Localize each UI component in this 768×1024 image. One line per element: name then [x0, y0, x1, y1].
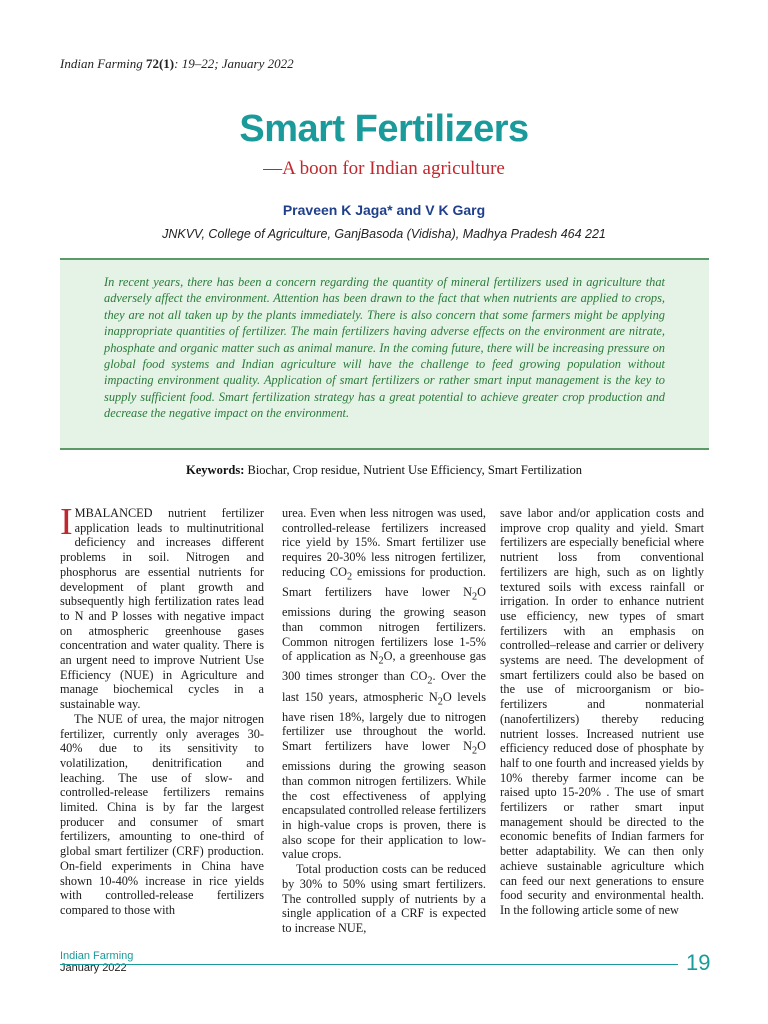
subscript: 2 — [347, 571, 353, 583]
body-text: . Over the last 150 years, atmospheric N — [282, 669, 486, 704]
citation-line — [60, 56, 294, 72]
body-column-1 — [60, 501, 264, 918]
keywords-text: Biochar, Crop residue, Nutrient Use Efficiency, Smart Fertilization — [244, 463, 582, 477]
body-text: O emissions during the growing season than common nitrogen fertilizers. While the cost effectiveness of applying encapsulated controlled release fertilizers in high-value crops is proven, there is also scope for their application to low-value crops. — [282, 739, 486, 862]
body-text: MBALANCED nutrient fertilizer application leads to multinutritional deficiency and increases different problems in soil. Nitrogen and phosphorus are essential nutrients for development of plant growth and subsequently high fertilization rates lead to N and P losses with negative impact on atmospheric greenhouse gases concentration and water quality. There is an urgent need to improve Nutrient Use Efficiency (NUE) in Agriculture and manage biochemical cycles in a sustainable way. — [60, 506, 264, 712]
subscript: 2 — [378, 655, 384, 667]
citation-volume: 72 — [145, 56, 159, 71]
subscript: 2 — [427, 675, 433, 687]
abstract-box — [60, 258, 709, 450]
article-authors: Praveen K Jaga* and V K Garg — [282, 202, 486, 218]
page-number: 19 — [686, 950, 711, 975]
body-text: urea. Even when less nitrogen was used, controlled-release fertilizers increased rice yield by 15%. Smart fertilizer use requires 20-30% less nitrogen fertilizer, reducing CO — [282, 506, 486, 579]
body-text: emissions for production. Smart fertilizers have lower N — [282, 564, 486, 599]
body-paragraph: Total production costs can be reduced by 30% to 50% using smart fertilizers. The controlled supply of nutrients by a single application of a CRF is expected to increase NUE, — [282, 862, 486, 935]
body-paragraph: The NUE of urea, the major nitrogen fertilizer, currently only averages 30-40% due to its sensitivity to volatilization, denitrification and leaching. The use of slow- and controlled-release fertilizers remains limited. China is by far the largest producer and consumer of smart fertilizers, amounting to one-third of global smart fertilizer (CRF) production. On-field experiments in China have shown 10-40% increase in rice yields with controlled-release fertilizers compared to those with — [60, 711, 264, 917]
body-paragraph: save labor and/or application costs and improve crop quality and yield. Smart fertilizers are especially beneficial where nutrient loss from conventional fertilizers are high, such as on lightly textured soils with excess rainfall or irrigation. In order to enhance nutrient use efficiency, new types of smart fertilizers with an emphasis on controlled–release and carrier or delivery systems are need. The development of smart fertilizers could also be based on the use of microorganism or bio-fertilizers and nonmaterial (nanofertilizers) thereby reducing nutrient losses. Increased nutrient use efficiency reduced dose of phosphate by half to one fourth and increased yields by 10% thereby farmer income can be raised upto 15-20% . The use of smart fertilizers or rather smart input management should be directed to the economic benefits of Indian farmers for better adaptability. We can then only achieve sustainable agriculture which can feed our next generations to ensure food security and environmental health. In the following article some of new — [500, 506, 704, 917]
article-subtitle: —A boon for Indian agriculture — [263, 158, 505, 179]
article-title: Smart Fertilizers — [239, 108, 529, 150]
author-affiliation: JNKVV, College of Agriculture, GanjBasoda (Vidisha), Madhya Pradesh 464 221 — [162, 227, 606, 241]
subscript: 2 — [471, 591, 478, 603]
drop-cap: I — [60, 501, 73, 543]
footer-info — [60, 950, 133, 974]
citation-issue: (1) — [158, 56, 175, 71]
body-paragraph — [60, 501, 264, 712]
keywords-line — [0, 463, 768, 478]
body-text: O levels have risen 18%, largely due to nitrogen fertilizer use throughout the world. Smart fertilizers have lower N — [282, 689, 486, 754]
abstract-text: In recent years, there has been a concern regarding the quantity of mineral fertilizers used in agriculture that adversely affect the environment. Attention has been drawn to the fact that when nutrients are applied to crops, they are not all taken up by the plants immediately. There is also concern that some farmers might be applying inappropriate quantities of fertilizer. The main fertilizers having adverse effects on the environment are nitrate, phosphate and organic matter such as animal manure. In the coming future, there will be increasing pressure on global food systems and Indian agriculture will have the challenge to feed growing population without impacting environment quality. Application of smart fertilizers or rather smart input management is the key to supply sufficient food. Smart fertilization strategy has a great potential to achieve greater crop production and decrease the negative impact on the environment. — [104, 275, 665, 421]
subscript: 2 — [471, 745, 478, 757]
body-column-2 — [282, 506, 486, 936]
keywords-label: Keywords: — [186, 463, 245, 477]
body-paragraph — [282, 506, 486, 862]
footer-date: January 2022 — [60, 962, 127, 974]
citation-journal: Indian Farming — [60, 56, 143, 71]
body-text: O, a greenhouse gas 300 times stronger than CO — [282, 649, 486, 684]
subscript: 2 — [437, 696, 443, 707]
body-column-3 — [500, 506, 704, 918]
body-text: O emissions during the growing season than common nitrogen fertilizers. Common nitrogen fertilizers lose 1-5% of application as N — [282, 584, 486, 664]
citation-pages-date: : 19–22; January 2022 — [174, 56, 294, 71]
footer-journal: Indian Farming — [60, 950, 134, 962]
footer-divider — [60, 964, 678, 965]
